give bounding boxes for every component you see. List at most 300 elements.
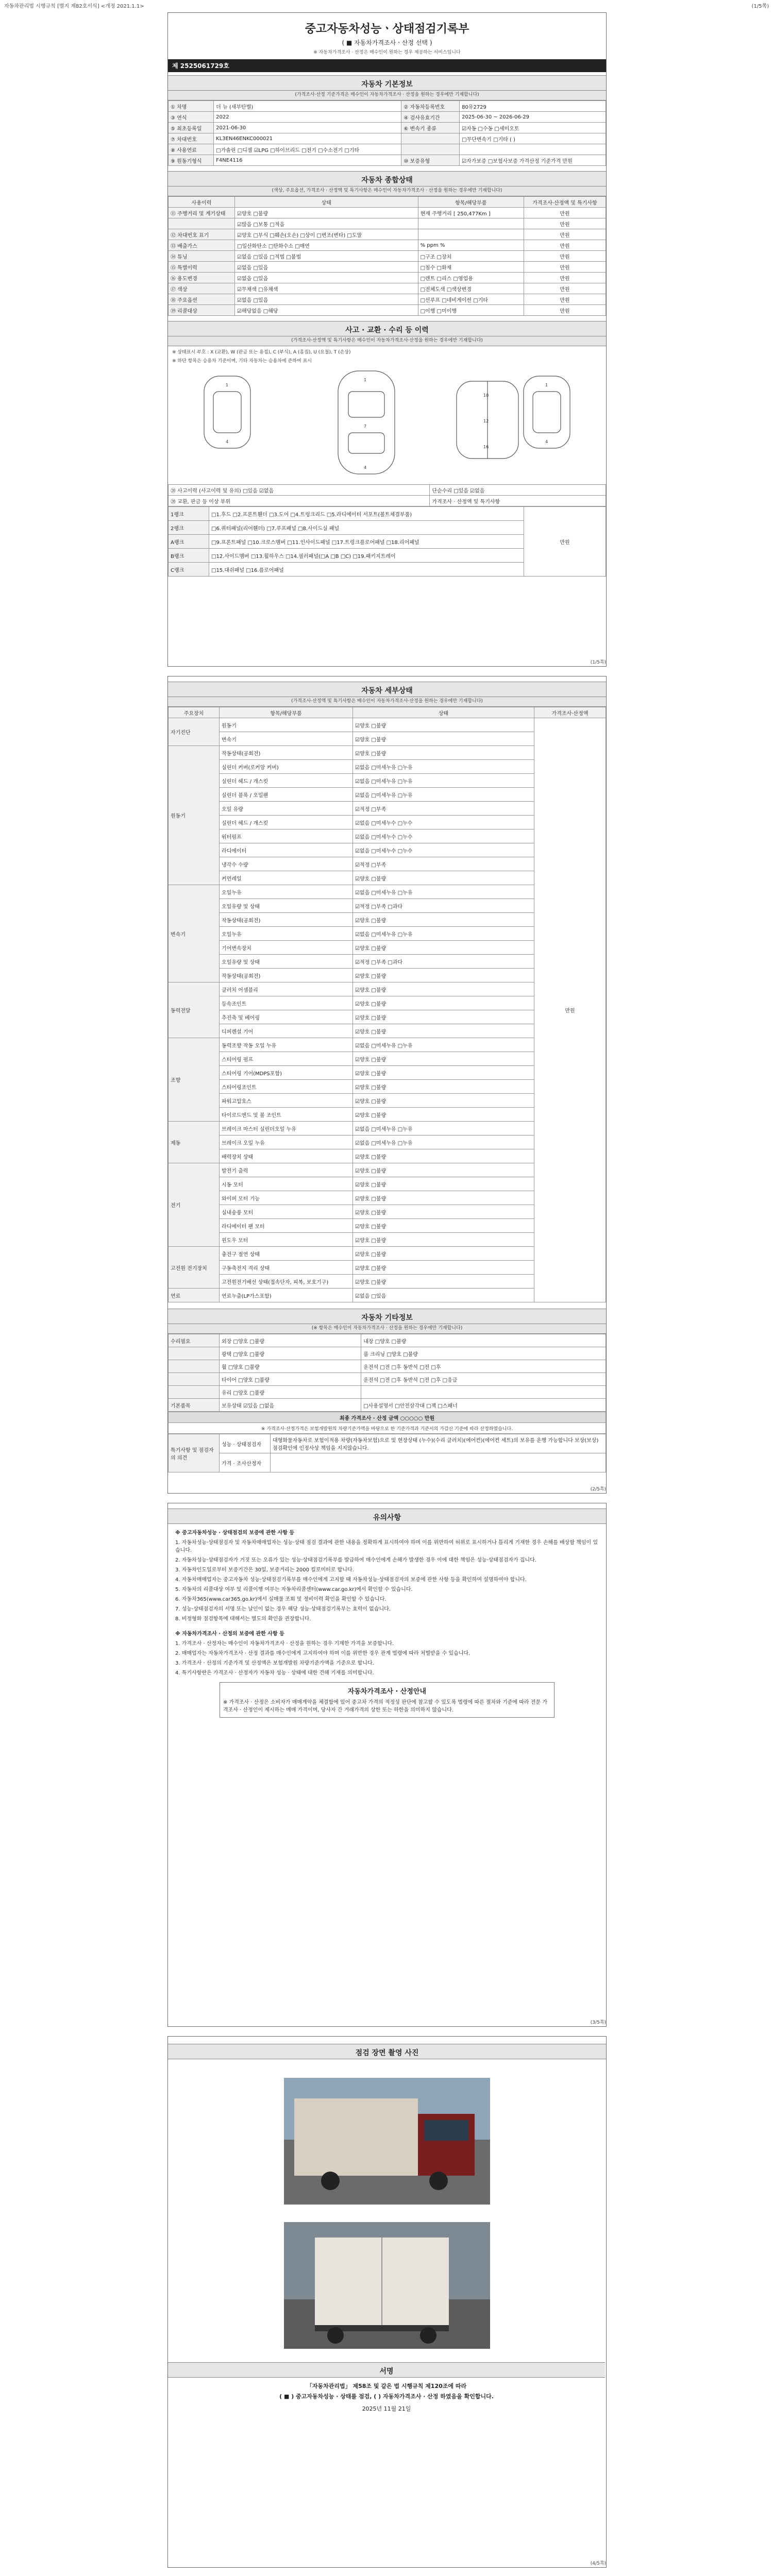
general-sub: (색상, 주요옵션, 가격조사 · 산정액 및 특기사항은 매수인이 자동차가격조사 · 산정을 원하는 경우에만 기재합니다) [168, 187, 606, 196]
detail-part: 브레이크 마스터 실린더오일 누유 [220, 1122, 353, 1136]
detail-state: ☑양호 □불량 [353, 718, 534, 732]
detail-state: ☑적정 □부족 □과다 [353, 955, 534, 969]
detail-state: ☑양호 □불량 [353, 913, 534, 927]
general-state: ☑없음 □있음 □적법 □불법 [235, 251, 418, 262]
detail-state: ☑양호 □불량 [353, 1275, 534, 1289]
detail-state: ☑양호 □불량 [353, 732, 534, 746]
detail-part: 라디에이터 팬 모터 [220, 1219, 353, 1233]
basic-row [169, 112, 606, 123]
page-mark-1: (1/5쪽) [590, 660, 606, 665]
detail-state: ☑양호 □불량 [353, 1052, 534, 1066]
detail-part: 디퍼렌셜 기어 [220, 1024, 353, 1038]
detail-state: ☑양호 □불량 [353, 871, 534, 885]
detail-state: ☑양호 □불량 [353, 982, 534, 996]
detail-state: ☑양호 □불량 [353, 1066, 534, 1080]
svg-text:7: 7 [364, 424, 367, 429]
detail-group: 전기 [169, 1163, 220, 1247]
detail-header: 가격조사·산정액 [534, 707, 606, 718]
svg-text:1: 1 [545, 383, 548, 387]
detail-part: 오일유량 및 상태 [220, 955, 353, 969]
other-b [361, 1386, 606, 1399]
detail-state: ☑없음 □미세누유 □누유 [353, 885, 534, 899]
detail-state: ☑없음 □미세누유 □누유 [353, 927, 534, 941]
notes-title: 유의사항 [168, 1509, 606, 1524]
basic-row [169, 155, 606, 166]
general-price: 만원 [524, 208, 606, 218]
page-mark-3: (3/5쪽) [590, 2020, 606, 2025]
notes-heading-1: ※ 중고자동차성능 · 상태점검의 보증에 관한 사항 등 [175, 1530, 295, 1536]
other-b: 내장 □양호 □불량 [361, 1334, 606, 1347]
general-label: ⑫ 차대번호 표기 [169, 229, 235, 240]
detail-group: 자기진단 [169, 718, 220, 746]
page-mark-2: (2/5쪽) [590, 1487, 606, 1492]
accident-sub: (가격조사·산정액 및 특기사항은 매수인이 자동차가격조사·산정을 원하는 경우에만 기재합니다) [168, 336, 606, 346]
detail-sub: (가격조사·산정액 및 특기사항은 매수인이 자동차가격조사·산정을 원하는 경우에만 기재합니다) [168, 697, 606, 707]
notes-paragraph: 3. 자동차인도일로부터 보증기간은 30일, 보증거리는 2000 킬로미터로 합니다. [175, 1567, 354, 1573]
detail-state: ☑양호 □불량 [353, 1108, 534, 1122]
form-reference: 자동차관리법 시행규칙 [별지 제82호서식] <개정 2021.1.1> [4, 4, 144, 9]
general-label: ⑱ 주요옵션 [169, 294, 235, 305]
basic-row [169, 123, 606, 133]
general-price: 만원 [524, 262, 606, 273]
general-row [169, 251, 606, 262]
accident-title: 사고 · 교환 · 수리 등 이력 [168, 321, 606, 336]
detail-row [169, 718, 606, 732]
detail-part: 발전기 출력 [220, 1163, 353, 1177]
svg-text:4: 4 [364, 465, 367, 470]
detail-part: 스티어링 기어(MDPS포함) [220, 1066, 353, 1080]
general-label: ⑪ 주행거리 및 계기상태 [169, 208, 235, 218]
other-b: 룸 크리닝 □양호 □불량 [361, 1347, 606, 1360]
basic-value: 2025-06-30 ~ 2026-06-29 [460, 112, 606, 123]
detail-group: 고전원 전기장치 [169, 1247, 220, 1289]
detail-state: ☑양호 □불량 [353, 996, 534, 1010]
other-b: 운전석 □전 □후 동반석 □전 □후 □응급 [361, 1373, 606, 1386]
general-state: ☑해당없음 □해당 [235, 305, 418, 316]
exchange-header: ⑳ 교환, 판금 등 이상 부위 [169, 496, 430, 506]
general-detail [418, 218, 524, 229]
detail-part: 시동 모터 [220, 1177, 353, 1191]
basic-value: KL3EN46ENKC000021 [214, 133, 401, 144]
general-state: ☑많음 □보통 □적음 [235, 218, 418, 229]
other-a: 휠 □양호 □불량 [220, 1360, 361, 1373]
general-row [169, 283, 606, 294]
general-price: 만원 [524, 283, 606, 294]
other-row [169, 1360, 606, 1373]
detail-part: 클러치 어셈블리 [220, 982, 353, 996]
general-price: 만원 [524, 218, 606, 229]
inspector-opinion: 대형화물자동차로 보험이적용 차량(자동차보험)으로 및 현장상태 (누수)(수리 클러치)(에어컨)(에어컨 세트)의 보유를 운행 가능합니다 보상(보상)점검확인에 인정사상 책임을 지지않습니다. [271, 1434, 606, 1453]
basic-label: ⑨ 원동기형식 [169, 155, 214, 166]
notes-paragraph: 1. 가격조사 · 산정자는 매수인이 자동차가격조사 · 산정을 원하는 경우 기재한 가격을 보증합니다. [175, 1641, 394, 1647]
detail-state: ☑없음 □미세누수 □누수 [353, 843, 534, 857]
detail-state: ☑양호 □불량 [353, 1247, 534, 1261]
rank-label: C랭크 [169, 563, 209, 577]
simple-repair: 단순수리 □있음 ☑없음 [430, 485, 606, 496]
page-mark-4: (4/5쪽) [590, 2561, 606, 2566]
accident-table [168, 484, 606, 506]
other-row [169, 1386, 606, 1399]
general-row [169, 218, 606, 229]
detail-part: 원동기 [220, 718, 353, 732]
inspection-photo-front [284, 2078, 490, 2205]
rank-label: A랭크 [169, 535, 209, 549]
svg-text:4: 4 [226, 439, 229, 444]
general-row [169, 305, 606, 316]
detail-state: ☑양호 □불량 [353, 1024, 534, 1038]
other-label: 수리필요 [169, 1334, 220, 1347]
detail-state: ☑양호 □불량 [353, 1219, 534, 1233]
detail-state: ☑양호 □불량 [353, 1261, 534, 1275]
detail-group: 조향 [169, 1038, 220, 1122]
inspector-label: 성능 · 상태점검자 [220, 1434, 271, 1453]
detail-state: ☑없음 □미세누유 □누유 [353, 788, 534, 802]
general-label: ⑲ 리콜대상 [169, 305, 235, 316]
general-detail: □렌트 □리스 □영업용 [418, 273, 524, 283]
detail-title: 자동차 세부상태 [168, 682, 606, 697]
detail-state: ☑적정 □부족 [353, 802, 534, 816]
notes-paragraph: 4. 특기사항란은 가격조사 · 산정자가 자동차 성능 · 상태에 대한 견해 기재를 의미합니다. [175, 1670, 374, 1676]
basic-label: ⑧ 사용연료 [169, 144, 214, 155]
detail-state: ☑없음 □미세누수 □누수 [353, 816, 534, 829]
detail-state: ☑양호 □불량 [353, 1080, 534, 1094]
detail-part: 와이퍼 모터 기능 [220, 1191, 353, 1205]
other-row [169, 1347, 606, 1360]
detail-state: ☑없음 □미세누유 □누유 [353, 1136, 534, 1149]
detail-state: ☑양호 □불량 [353, 1191, 534, 1205]
appraisal-guide-box [220, 1682, 554, 1718]
detail-state: ☑양호 □불량 [353, 1205, 534, 1219]
basic-info-table [168, 100, 606, 166]
detail-part: 스티어링조인트 [220, 1080, 353, 1094]
general-row [169, 240, 606, 251]
rank-label: 1랭크 [169, 507, 209, 521]
page-1 [167, 12, 607, 667]
rank-label: B랭크 [169, 549, 209, 563]
other-a: 광택 □양호 □불량 [220, 1347, 361, 1360]
detail-group: 연료 [169, 1289, 220, 1302]
svg-text:10: 10 [483, 393, 489, 398]
basic-label: ⑩ 보증유형 [401, 155, 460, 166]
general-price: 만원 [524, 294, 606, 305]
detail-part: 실린더 헤드 / 개스킷 [220, 774, 353, 788]
document-title: 중고자동차성능ㆍ상태점검기록부 [305, 23, 469, 36]
final-price-table [168, 1412, 606, 1434]
rank-label: 2랭크 [169, 521, 209, 535]
detail-part: 타이로드엔드 및 볼 조인트 [220, 1108, 353, 1122]
rank-price: 만원 [524, 507, 606, 577]
notes-list-1 [168, 1539, 606, 1623]
detail-state: ☑없음 □미세누수 □누수 [353, 829, 534, 843]
general-detail: 현재 주행거리 [ 250,477Km ] [418, 208, 524, 218]
appraiser-opinion [271, 1453, 606, 1472]
rank-items: □15.대쉬패널 □16.플로어패널 [209, 563, 524, 577]
basic-value [460, 144, 606, 155]
detail-header: 주요장치 [169, 707, 220, 718]
detail-group: 제동 [169, 1122, 220, 1163]
detail-part: 실린더 헤드 / 개스킷 [220, 816, 353, 829]
notes-paragraph: 1. 자동차성능·상태점검자 및 자동차매매업자는 성능·상태 점검 결과에 관한 내용을 정확하게 표시하여야 하며 이를 위반하여 허위로 표시하거나 틀리게 기재한 경우 손해를 배상할 책임이 있습니다. [175, 1540, 598, 1553]
other-label: 기본품목 [169, 1399, 220, 1412]
basic-row [169, 133, 606, 144]
rank-items: □9.프론트패널 □10.크로스멤버 □11.인사이드패널 □17.트렁크플로어패널 □18.리어패널 [209, 535, 524, 549]
page-4 [167, 2036, 607, 2568]
general-detail: □선루프 □네비게이션 □기타 [418, 294, 524, 305]
general-price: 만원 [524, 251, 606, 262]
general-row [169, 208, 606, 218]
general-table [168, 196, 606, 316]
rank-items: □6.쿼터패널(리어휀더) □7.루프패널 □8.사이드실 패널 [209, 521, 524, 535]
detail-part: 워터펌프 [220, 829, 353, 843]
basic-label [401, 133, 460, 144]
detail-state: ☑양호 □불량 [353, 1010, 534, 1024]
general-state: ☑없음 □있음 [235, 273, 418, 283]
general-detail: □전체도색 □색상변경 [418, 283, 524, 294]
basic-label: ⑤ 최초등록일 [169, 123, 214, 133]
basic-value: ☑자가보증 □보험사보증 가격산정 기준가격 만원 [460, 155, 606, 166]
notes-paragraph: 3. 가격조사 · 산정의 기준가격 및 산정액은 보험개발원 차량기준가액을 기준으로 합니다. [175, 1660, 374, 1666]
detail-state: ☑적정 □부족 [353, 857, 534, 871]
general-label: ⑰ 색상 [169, 283, 235, 294]
general-row [169, 294, 606, 305]
basic-label: ④ 검사유효기간 [401, 112, 460, 123]
general-label: ⑮ 특별이력 [169, 262, 235, 273]
basic-label: ① 차명 [169, 101, 214, 112]
notes-paragraph: 2. 매매업자는 자동차가격조사 · 산정 결과를 매수인에게 고지하여야 하며 이를 위반한 경우 관계 법령에 따라 처벌받을 수 있습니다. [175, 1651, 470, 1656]
detail-part: 배력장치 상태 [220, 1149, 353, 1163]
document-number: 제 2525061729호 [168, 59, 606, 72]
inspection-photo-rear [284, 2222, 490, 2349]
general-price: 만원 [524, 273, 606, 283]
appraiser-label: 가격 · 조사산정자 [220, 1453, 271, 1472]
detail-state: ☑양호 □불량 [353, 1094, 534, 1108]
detail-state: ☑없음 □있음 [353, 1289, 534, 1302]
detail-state: ☑없음 □미세누유 □누유 [353, 1122, 534, 1136]
detail-part: 추진축 및 베어링 [220, 1010, 353, 1024]
rank-table [168, 506, 606, 577]
page-3 [167, 1503, 607, 2027]
detail-part: 오일 유량 [220, 802, 353, 816]
general-label: ⑭ 튜닝 [169, 251, 235, 262]
detail-state: ☑양호 □불량 [353, 1149, 534, 1163]
general-label: ⑯ 용도변경 [169, 273, 235, 283]
signature-line-1: 「자동차관리법」 제58조 및 같은 법 시행규칙 제120조에 따라 [306, 2383, 467, 2389]
detail-part: 커먼레일 [220, 871, 353, 885]
basic-row [169, 144, 606, 155]
detail-part: 동력조향 작동 오일 누유 [220, 1038, 353, 1052]
accident-legend-2: ※ 하단 항목은 승용차 기준이며, 기타 자동차는 승용차에 준하여 표시 [172, 359, 312, 364]
detail-part: 파워고압호스 [220, 1094, 353, 1108]
detail-part: 연료누출(LP가스포함) [220, 1289, 353, 1302]
detail-part: 구동축전지 격리 상태 [220, 1261, 353, 1275]
accident-history: ⑳ 사고이력 (사고이력 및 유의) □있음 ☑없음 [169, 485, 430, 496]
detail-part: 작동상태(공회전) [220, 913, 353, 927]
photos-title: 점검 장면 촬영 사진 [168, 2044, 606, 2059]
other-label [169, 1347, 220, 1360]
basic-label: ⑦ 차대번호 [169, 133, 214, 144]
basic-row [169, 101, 606, 112]
basic-value: □가솔린 □디젤 ☑LPG □하이브리드 □전기 □수소전기 □기타 [214, 144, 401, 155]
general-detail: □이행 □미이행 [418, 305, 524, 316]
general-header: 항목/해당부품 [418, 197, 524, 208]
detail-state: ☑적정 □부족 □과다 [353, 899, 534, 913]
notes-paragraph: 8. 비정형화 점검항목에 대해서는 별도의 확인을 권장합니다. [175, 1616, 311, 1622]
general-label [169, 218, 235, 229]
car-top-view [338, 371, 395, 474]
general-state: ☑양호 □불량 [235, 208, 418, 218]
signature-line-2: ( ■ ) 중고자동차성능 · 상태를 점검, ( ) 자동차가격조사 · 산정 하였음을 확인합니다. [279, 2393, 494, 2400]
general-row [169, 262, 606, 273]
page-indicator: (1/5쪽) [751, 4, 769, 9]
general-state: ☑양호 □부식 □훼손(오손) □상이 □변조(변타) □도말 [235, 229, 418, 240]
detail-state: ☑양호 □불량 [353, 941, 534, 955]
basic-value: F4NE4116 [214, 155, 401, 166]
detail-header: 상태 [353, 707, 534, 718]
svg-text:12: 12 [483, 419, 489, 423]
detail-state: ☑양호 □불량 [353, 969, 534, 982]
other-b: 운전석 □전 □후 동반석 □전 □후 [361, 1360, 606, 1373]
general-title: 자동차 종합상태 [168, 171, 606, 187]
detail-group: 변속기 [169, 885, 220, 982]
notes-paragraph: 6. 자동차365(www.car365.go.kr)에서 실매물 조회 및 정비이력 확인을 확인할 수 있습니다. [175, 1597, 386, 1602]
basic-info-title: 자동차 기본정보 [168, 75, 606, 91]
other-title: 자동차 기타정보 [168, 1309, 606, 1324]
rank-items: □12.사이드멤버 □13.휠하우스 □14.필러패널(□A □B □C) □19.패키지트레이 [209, 549, 524, 563]
general-state: ☑없음 □있음 [235, 294, 418, 305]
notes-list-2 [168, 1640, 606, 1677]
detail-part: 냉각수 수량 [220, 857, 353, 871]
rank-row [169, 507, 606, 521]
detail-part: 오일유량 및 상태 [220, 899, 353, 913]
detail-table [168, 707, 606, 1302]
accident-legend: ※ 상태표시 부호 : X (교환), W (판금 또는 용접), C (부식), A (흠집), U (요철), T (손상) [172, 350, 351, 355]
detail-price: 만원 [534, 718, 606, 1302]
basic-value: 더 뉴 (새부탄별) [214, 101, 401, 112]
general-price: 만원 [524, 229, 606, 240]
notes-paragraph: 2. 자동차성능·상태점검자가 거짓 또는 오류가 있는 성능·상태점검기록부를 발급하여 매수인에게 손해가 발생한 경우 이에 대한 책임은 성능·상태점검자가 집니다. [175, 1557, 537, 1563]
basic-label: ⑥ 변속기 종류 [401, 123, 460, 133]
general-price: 만원 [524, 240, 606, 251]
other-sub: (※ 항목은 매수인이 자동차가격조사 · 산정을 원하는 경우에만 기재합니다) [168, 1324, 606, 1334]
basic-label: ③ 연식 [169, 112, 214, 123]
detail-state: ☑없음 □미세누유 □누유 [353, 774, 534, 788]
general-state: □일산화탄소 □탄화수소 □매연 [235, 240, 418, 251]
general-header: 상태 [235, 197, 418, 208]
basic-value: □무단변속기 □기타 ( ) [460, 133, 606, 144]
other-a: 보유상태 ☑있음 □없음 [220, 1399, 361, 1412]
notes-paragraph: 7. 성능·상태점검자의 서명 또는 날인이 없는 경우 해당 성능·상태점검기록부는 효력이 없습니다. [175, 1606, 391, 1612]
final-price-label: 최종 가격조사 · 산정 금액 ○○○○○ 만원 [169, 1412, 606, 1423]
final-price-note: ※ 가격조사·산정가격은 보험개발원의 차량기준가액을 바탕으로 한 기준가격과 기준서의 가감산 기준에 따라 산정하였습니다. [169, 1423, 606, 1434]
basic-value: ☑자동 □수동 □세미오토 [460, 123, 606, 133]
appraisal-guide-text: ※ 가격조사 · 산정은 소비자가 매매계약을 체결함에 있어 중고차 가격의 적정성 판단에 참고할 수 있도록 법령에 따른 절차와 기준에 따라 전문 가격조사 · 산정인이 제시하는 매매 가격이며, 당사자 간 거래가격의 상한 또는 하한을 의미하지 않습니다. [223, 1700, 547, 1713]
detail-group: 원동기 [169, 746, 220, 885]
basic-label [401, 144, 460, 155]
detail-group: 동력전달 [169, 982, 220, 1038]
detail-part: 실내송풍 모터 [220, 1205, 353, 1219]
detail-state: ☑양호 □불량 [353, 1163, 534, 1177]
notes-paragraph: 4. 자동차매매업자는 중고자동차 성능·상태점검기록부를 매수인에게 고지할 때 자동차성능·상태점검자의 보증에 관한 사항 등을 확인하여 설명하여야 합니다. [175, 1577, 527, 1583]
detail-part: 고전원전기배선 상태(접속단자, 피복, 보호기구) [220, 1275, 353, 1289]
detail-part: 변속기 [220, 732, 353, 746]
detail-state: ☑양호 □불량 [353, 1233, 534, 1247]
detail-part: 작동상태(공회전) [220, 746, 353, 760]
general-state: ☑무채색 □유채색 [235, 283, 418, 294]
detail-part: 윈도우 모터 [220, 1233, 353, 1247]
detail-state: ☑양호 □불량 [353, 1177, 534, 1191]
basic-value: 2022 [214, 112, 401, 123]
detail-part: 오일누유 [220, 885, 353, 899]
notes-heading-2: ※ 자동차가격조사 · 산정의 보증에 관한 사항 등 [175, 1631, 284, 1637]
general-detail: % ppm % [418, 240, 524, 251]
car-diagram [168, 366, 605, 484]
top-bar [0, 0, 773, 9]
general-detail: □침수 □화재 [418, 262, 524, 273]
other-a: 타이어 □양호 □불량 [220, 1373, 361, 1386]
detail-state: ☑양호 □불량 [353, 746, 534, 760]
svg-text:1: 1 [226, 383, 229, 387]
general-row [169, 273, 606, 283]
signature-section [168, 2362, 605, 2413]
rank-items: □1.후드 □2.프론트휀더 □3.도어 □4.트렁크리드 □5.라디에이터 서포트(볼트체결부품) [209, 507, 524, 521]
detail-part: 라디에이터 [220, 843, 353, 857]
other-row [169, 1399, 606, 1412]
other-table [168, 1334, 606, 1412]
detail-part: 충전구 절연 상태 [220, 1247, 353, 1261]
detail-state: ☑없음 □미세누유 □누유 [353, 1038, 534, 1052]
accident-price-header: 가격조사 · 산정액 및 특기사항 [430, 496, 606, 506]
document-subtitle: ( ■ 자동차가격조사ㆍ산정 선택 ) [342, 39, 432, 46]
signature-date: 2025년 11월 21일 [362, 2405, 411, 2412]
svg-text:4: 4 [545, 439, 548, 444]
detail-part: 오일누유 [220, 927, 353, 941]
signature-title: 서명 [168, 2362, 605, 2378]
special-table [168, 1434, 606, 1472]
detail-part: 실린더 커버(로커암 커버) [220, 760, 353, 774]
basic-value: 80유2729 [460, 101, 606, 112]
detail-part: 스티어링 펌프 [220, 1052, 353, 1066]
detail-part: 실린더 블록 / 오일팬 [220, 788, 353, 802]
general-state: ☑없음 □있음 [235, 262, 418, 273]
other-a: 유리 □양호 □불량 [220, 1386, 361, 1399]
other-a: 외장 □양호 □불량 [220, 1334, 361, 1347]
other-label [169, 1360, 220, 1373]
basic-label: ② 자동차등록번호 [401, 101, 460, 112]
general-label: ⑬ 배출가스 [169, 240, 235, 251]
final-price-value: ○○○○○ 만원 [400, 1415, 435, 1421]
detail-part: 작동상태(공회전) [220, 969, 353, 982]
detail-state: ☑없음 □미세누유 □누유 [353, 760, 534, 774]
other-label [169, 1386, 220, 1399]
svg-text:16: 16 [483, 445, 489, 449]
appraisal-guide-title: 자동차가격조사 · 산정안내 [347, 1688, 427, 1696]
other-label [169, 1373, 220, 1386]
general-price: 만원 [524, 305, 606, 316]
other-b: □사용설명서 □안전삼각대 □잭 □스패너 [361, 1399, 606, 1412]
general-row [169, 229, 606, 240]
general-detail: □구조 □장치 [418, 251, 524, 262]
other-row [169, 1373, 606, 1386]
general-header: 사용이력 [169, 197, 235, 208]
special-label: 특기사항 및 점검자의 의견 [169, 1434, 220, 1472]
page-2 [167, 676, 607, 1494]
detail-part: 브레이크 오일 누유 [220, 1136, 353, 1149]
notes-paragraph: 5. 자동차의 리콜대상 여부 및 리콜이행 여부는 자동차리콜센터(www.car.go.kr)에서 확인할 수 있습니다. [175, 1587, 413, 1592]
detail-part: 기어변속장치 [220, 941, 353, 955]
basic-value: 2021-06-30 [214, 123, 401, 133]
general-header: 가격조사·산정액 및 특기사항 [524, 197, 606, 208]
detail-part: 등속조인트 [220, 996, 353, 1010]
